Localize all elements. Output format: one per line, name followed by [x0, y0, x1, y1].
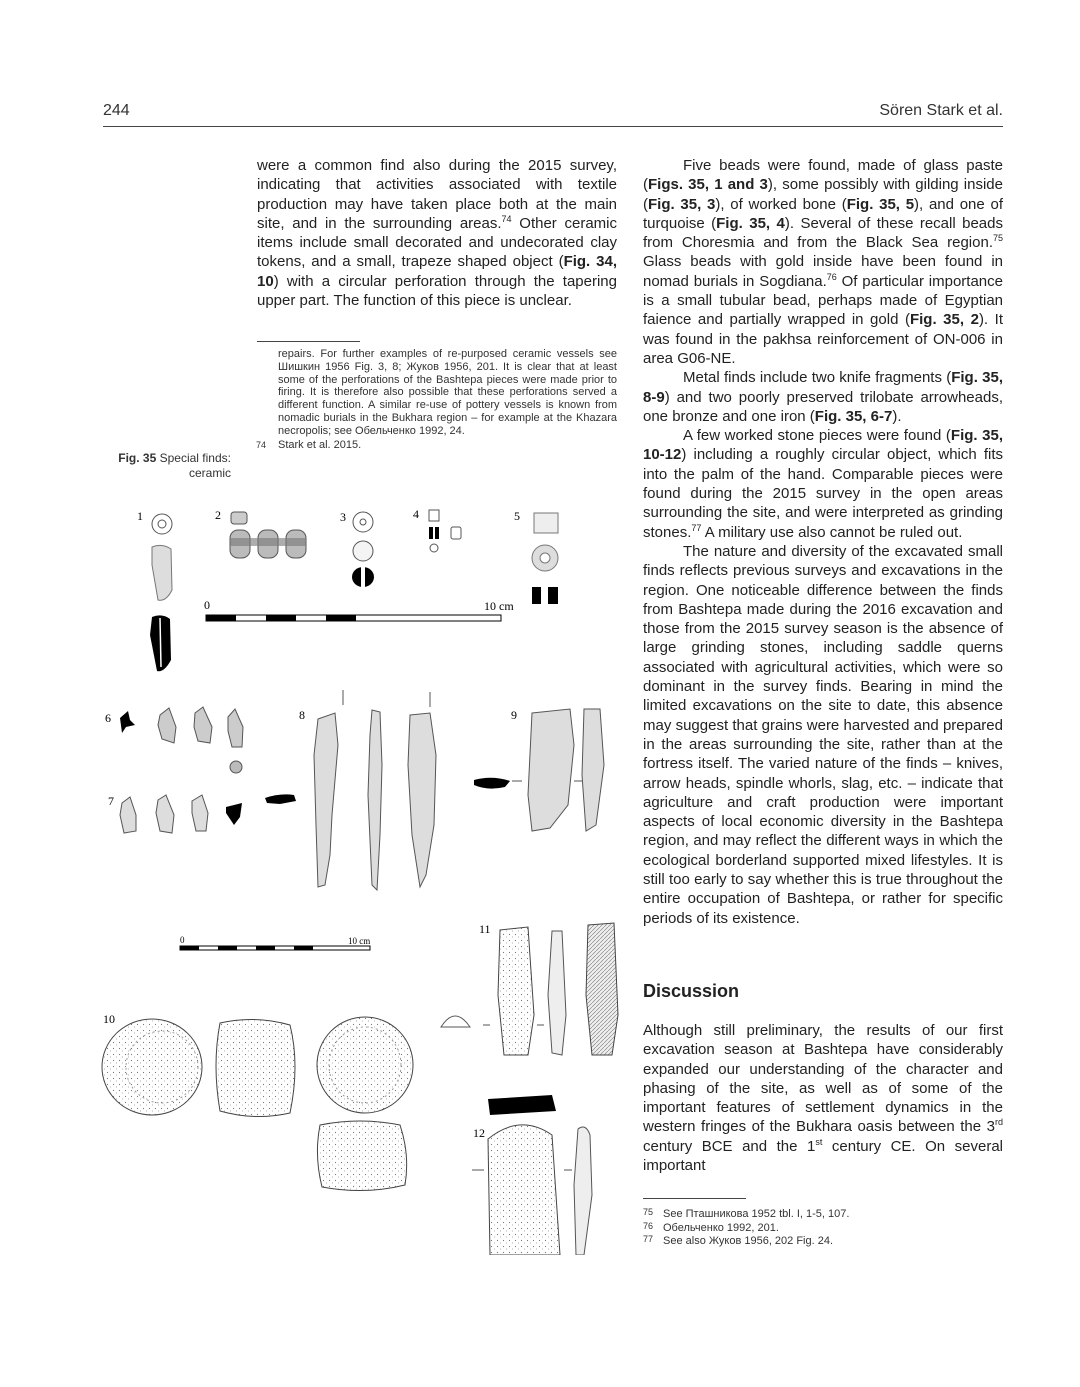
scale1-end: 10 cm: [484, 599, 514, 613]
text: Metal finds include two knife fragments (: [683, 369, 952, 387]
fig-label-1: 1: [137, 509, 143, 523]
figure-ref: Fig. 35, 3: [648, 195, 716, 213]
fig-label-8: 8: [299, 708, 305, 722]
footnote-text: Обельченко 1992, 201.: [663, 1221, 779, 1234]
text: ), and one of turquoise (: [643, 195, 1003, 232]
footnote-text: Stark et al. 2015.: [278, 438, 362, 451]
right-column-text: [643, 156, 1003, 928]
fig-label-9: 9: [511, 708, 517, 722]
scale-bar-1: [204, 598, 514, 621]
text: Glass beads with gold inside have been found in nomad burials in Sogdiana.: [643, 253, 1003, 290]
knife-8-drawing: [265, 690, 436, 890]
footnote-text: See Пташникова 1952 tbl. I, 1-5, 107.: [663, 1208, 850, 1220]
scale-bar-2: [180, 935, 370, 950]
figure-ref: Fig. 35, 10-12: [643, 427, 1003, 464]
fig-label-11: 11: [479, 922, 491, 936]
page-number: 244: [103, 102, 130, 119]
text: ). Several of these recall beads from Choresmia and from the Black Sea region.: [643, 214, 1003, 252]
bead-2-drawing: [230, 512, 306, 558]
left-para-text: were a common find also during the 2015 survey, indicating that activities associated with textile production may have taken place both at the main site, and in the surrounding areas.: [257, 157, 617, 232]
text: ) including a roughly circular object, which fits into the palm of the hand. Comparable pieces were found during the 2015 survey in the open areas surrounding the site, and were interpreted as grinding stones.: [643, 446, 1003, 541]
stone-11-drawing: [441, 923, 618, 1055]
running-title: Sören Stark et al.: [879, 102, 1003, 119]
figure-ref: Figs. 35, 1 and 3: [648, 176, 768, 194]
figure-ref: Fig. 35, 2: [909, 311, 979, 329]
footnote-number: 75: [643, 1207, 654, 1217]
right-footnotes: [643, 1208, 1003, 1249]
paragraph-beads: [643, 156, 1003, 368]
text: Although still preliminary, the results of our first excavation season at Bashtepa have considerably expanded our understanding of the character and phasing of the site, as well as of some of the important features of settlement dynamics in the western fringes of the Bukhara oasis between the 3: [643, 1022, 1003, 1136]
stone-10-drawing: [102, 1017, 413, 1191]
left-column-text: [257, 156, 617, 310]
footnote-75: [643, 1208, 1003, 1222]
text: century BCE and the 1: [643, 1137, 816, 1155]
ordinal-suffix: st: [815, 1136, 823, 1147]
footnote-rule-right: [643, 1198, 746, 1199]
figure-ref: Fig. 35, 4: [716, 214, 785, 232]
left-para-text-3: ) with a circular perforation through the tapering upper part. The function of this piece is unclear.: [257, 272, 617, 310]
footnote-number: 76: [643, 1220, 654, 1231]
paragraph-metal: [643, 368, 1003, 426]
footnote-74: [256, 438, 617, 452]
footnote-text: See also Жуков 1956, 202 Fig. 24.: [663, 1235, 834, 1247]
footnote-number: 77: [643, 1234, 654, 1244]
figure-ref: Fig. 35, 5: [846, 195, 915, 213]
fig-label-2: 2: [215, 508, 221, 522]
header-rule: [103, 126, 1003, 127]
text: Of particular importance is a small tubular bead, perhaps made of Egyptian faience and partially wrapped in gold (: [643, 272, 1003, 329]
fig-label-6: 6: [105, 711, 111, 725]
text: A few worked stone pieces were found (: [683, 427, 951, 445]
text: ), of worked bone (: [715, 195, 847, 213]
fig-label-3: 3: [340, 510, 346, 524]
figure-caption: [110, 451, 231, 481]
scale2-end: 10 cm: [348, 936, 371, 946]
paragraph-stone: [643, 426, 1003, 542]
section-heading-discussion: Discussion: [643, 981, 740, 1001]
figure-ref: Fig. 35, 6-7: [814, 407, 893, 425]
text: ).: [892, 407, 902, 425]
arrowhead-7-drawing: [120, 795, 242, 833]
left-para-text-2: Other ceramic items include small decorated and undecorated clay tokens, and a small, trapeze shaped object (: [257, 214, 618, 271]
left-footnotes: [256, 348, 617, 451]
fig-label-10: 10: [103, 1012, 115, 1026]
caption-text: Special finds: ceramic: [156, 451, 231, 480]
footnote-number: 74: [256, 439, 267, 450]
stone-12-drawing: [472, 1095, 592, 1255]
discussion-text: [643, 1021, 1003, 1175]
footnote-ref-76: 76: [826, 271, 837, 282]
knife-9-drawing: [474, 709, 604, 831]
bead-5-drawing: [532, 513, 558, 604]
bead-3-drawing: [352, 512, 374, 587]
ordinal-suffix: rd: [994, 1117, 1003, 1128]
text: ) and two poorly preserved trilobate arrowheads, one bronze and one iron (: [643, 388, 1003, 425]
text: ). It was found in the pakhsa reinforcement of ON-006 in area G06-NE.: [643, 311, 1003, 367]
text: ), some possibly with gilding inside (: [643, 176, 1003, 213]
text: Five beads were found, made of glass paste (: [643, 157, 1003, 194]
scale1-start: 0: [204, 598, 210, 612]
bead-1-drawing: [150, 514, 172, 671]
footnote-ref-77: 77: [691, 522, 702, 533]
figure-ref: Fig. 35, 8-9: [643, 369, 1003, 406]
scale2-start: 0: [180, 935, 185, 945]
bead-4-drawing: [429, 510, 461, 552]
caption-label: Fig. 35: [118, 451, 157, 465]
fig-label-12: 12: [473, 1126, 485, 1140]
paragraph-diversity: The nature and diversity of the excavated small finds reflects previous surveys and excavations in the region. One noticeable difference between the finds from Bashtepa made during the 2016 excavation and those from the 2015 survey season is the absence of large grinding stones, including saddle querns associated with agricultural activities, which were so dominant in the survey finds. Bearing in mind the limited excavations on the site to date, this absence may suggest that grains were harvested and prepared in the areas surrounding the site, rather than at the fortress itself. The varied nature of the finds – knives, arrow heads, spindle whorls, slag, etc. – indicate that agriculture and craft production were important aspects of local economic diversity in the Bashtepa region, and may reflect the different ways in which the ecological borderland supported mixed lifestyles. It is still too early to say whether this is true throughout the entire occupation of Bashtepa, or rather for specific periods of its existence.: [643, 542, 1003, 927]
footnote-76: [643, 1222, 1003, 1236]
arrowhead-6-drawing: [120, 707, 243, 773]
fig-label-7: 7: [108, 794, 114, 808]
footnote-ref-75: 75: [992, 233, 1003, 244]
text: A military use also cannot be ruled out.: [701, 523, 963, 541]
footnote-77: [643, 1235, 1003, 1249]
fig-label-5: 5: [514, 509, 520, 523]
footnote-ref-74: 74: [501, 213, 512, 224]
footnote-continuation: repairs. For further examples of re-purposed ceramic vessels see Шишкин 1956 Fig. 3, 8; Жуков 1956, 201. It is clear that at least some of the perforations of the Bashtepa pieces were made prior to firing. It is therefore also possible that these perforations served a different function. A similar re-use of pottery vessels is known from nomadic burials in the Bukhara region – for example at the Khazara necropolis; see Обельченко 1992, 24.: [278, 348, 617, 437]
fig-label-4: 4: [413, 507, 419, 521]
footnote-rule-left: [257, 341, 360, 342]
figure-ref: Fig. 34, 10: [257, 253, 617, 290]
text: century CE. On several important: [643, 1137, 1003, 1175]
special-finds-figure: [100, 495, 640, 1255]
